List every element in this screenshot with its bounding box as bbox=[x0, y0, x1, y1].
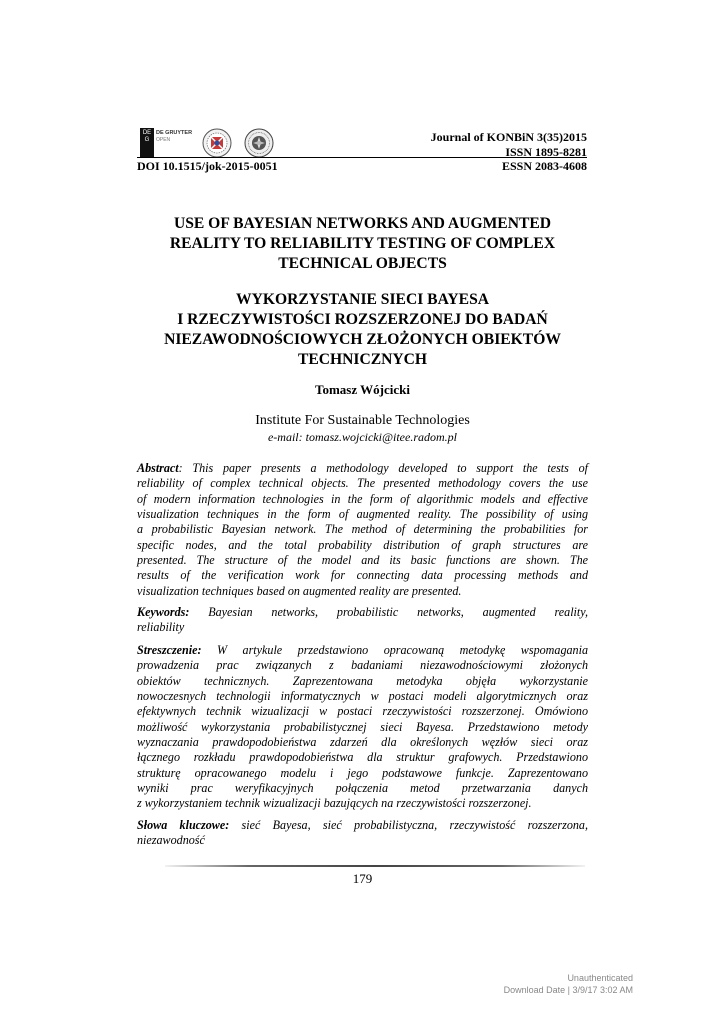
header-divider bbox=[137, 157, 587, 158]
abstract-line: a probabilistic Bayesian network. The method of determining the probabilities for bbox=[137, 522, 588, 537]
streszczenie-line: prowadzenia prac związanych z badaniami niezawodnościowymi złożonych bbox=[137, 658, 588, 673]
streszczenie-line: nowoczesnych technologii informatycznych w postaci modeli algorytmicznych oraz bbox=[137, 689, 588, 704]
author-email: e-mail: tomasz.wojcicki@itee.radom.pl bbox=[267, 430, 457, 444]
watermark-line: Download Date | 3/9/17 3:02 AM bbox=[503, 985, 633, 995]
author-name: Tomasz Wójcicki bbox=[315, 382, 410, 397]
footer-divider bbox=[165, 865, 585, 867]
de-gruyter-mark: DE G bbox=[140, 128, 154, 158]
abstract bbox=[137, 461, 588, 599]
streszczenie-line: efektywnych technik wizualizacji w postaci rzeczywistości rozszerzonej. Omówiono bbox=[137, 704, 588, 719]
abstract-line: reliability of complex technical objects. The presented methodology covers the use bbox=[137, 476, 588, 491]
streszczenie-line: strukturę opracowanego modelu i jego podstawowe funkcje. Zaprezentowano bbox=[137, 765, 588, 780]
abstract-line: : This paper presents a methodology developed to support the tests of bbox=[178, 461, 588, 475]
abstract-line: visualization techniques in the form of augmented reality. The possibility of using bbox=[137, 507, 588, 522]
de-gruyter-name: DE GRUYTER bbox=[156, 130, 193, 136]
slowa-label: Słowa kluczowe: bbox=[137, 818, 230, 832]
abstract-line: results of the verification work for connecting data processing methods and bbox=[137, 568, 588, 583]
publisher-logos bbox=[140, 128, 280, 158]
journal-name: Journal of KONBiN 3(35)2015 bbox=[430, 130, 587, 144]
download-watermark bbox=[504, 972, 633, 996]
title-en-line: TECHNICAL OBJECTS bbox=[278, 255, 447, 272]
abstract-line: of modern information technologies in the form of algorithmic models and effective bbox=[137, 491, 588, 506]
abstract-line: presented. The structure of the model and its basic functions are shown. The bbox=[137, 553, 588, 568]
page-number: 179 bbox=[352, 871, 373, 886]
streszczenie-line: obiektów technicznych. Zaprezentowana metodyka objęła wykorzystanie bbox=[137, 673, 588, 688]
abstract-line: visualization techniques based on augmented reality are presented. bbox=[137, 583, 462, 598]
essn: ESSN 2083-4608 bbox=[501, 159, 587, 173]
de-gruyter-sub: OPEN bbox=[156, 137, 171, 143]
doi: DOI 10.1515/jok-2015-0051 bbox=[137, 159, 278, 173]
title-pl-line: I RZECZYWISTOŚCI ROZSZERZONEJ DO BADAŃ bbox=[177, 311, 548, 328]
keywords-label: Keywords: bbox=[137, 605, 190, 619]
affiliation: Institute For Sustainable Technologies bbox=[255, 413, 470, 428]
journal-info bbox=[431, 130, 587, 159]
streszczenie-line: wyznaczania prawdopodobieństwa zdarzeń dla określonych węzłów sieci oraz bbox=[137, 735, 588, 750]
title-polish bbox=[137, 290, 588, 370]
university-seal-icon bbox=[244, 128, 274, 158]
title-pl-line: TECHNICZNYCH bbox=[297, 351, 428, 368]
watermark-line: Unauthenticated bbox=[567, 973, 633, 983]
streszczenie-line: możliwość wykorzystania probabilistycznej sieci Bayesa. Przedstawiono metody bbox=[137, 719, 588, 734]
slowa-kluczowe bbox=[137, 818, 588, 849]
slowa-line: sieć Bayesa, sieć probabilistyczna, rzeczywistość rozszerzona, bbox=[229, 818, 588, 832]
title-en-line: REALITY TO RELIABILITY TESTING OF COMPLEX bbox=[169, 235, 556, 252]
keywords bbox=[137, 605, 588, 636]
streszczenie-line: łącznego rozkładu prawdopodobieństwa dla struktur grafowych. Przedstawiono bbox=[137, 750, 588, 765]
de-gruyter-logo bbox=[140, 128, 200, 158]
issn: ISSN 1895-8281 bbox=[505, 144, 587, 159]
streszczenie-line: z wykorzystaniem technik wizualizacji bazujących na rzeczywistości rozszerzonej. bbox=[137, 796, 532, 811]
institute-seal-icon bbox=[202, 128, 232, 158]
streszczenie bbox=[137, 643, 588, 812]
title-english bbox=[137, 214, 588, 274]
streszczenie-label: Streszczenie: bbox=[137, 643, 202, 657]
abstract-label: Abstract bbox=[137, 461, 179, 475]
streszczenie-line: wyniki prac weryfikacyjnych połączenia metod przetwarzania danych bbox=[137, 781, 588, 796]
keywords-line: reliability bbox=[137, 620, 185, 635]
title-pl-line: NIEZAWODNOŚCIOWYCH ZŁOŻONYCH OBIEKTÓW bbox=[164, 331, 561, 348]
title-pl-line: WYKORZYSTANIE SIECI BAYESA bbox=[235, 291, 490, 308]
slowa-line: niezawodność bbox=[137, 833, 205, 848]
abstract-line: specific nodes, and the total probability distribution of graph structures are bbox=[137, 537, 588, 552]
title-en-line: USE OF BAYESIAN NETWORKS AND AUGMENTED bbox=[173, 215, 552, 232]
keywords-line: Bayesian networks, probabilistic networks, augmented reality, bbox=[189, 605, 588, 619]
streszczenie-line: W artykule przedstawiono opracowaną metodykę wspomagania bbox=[201, 643, 588, 657]
